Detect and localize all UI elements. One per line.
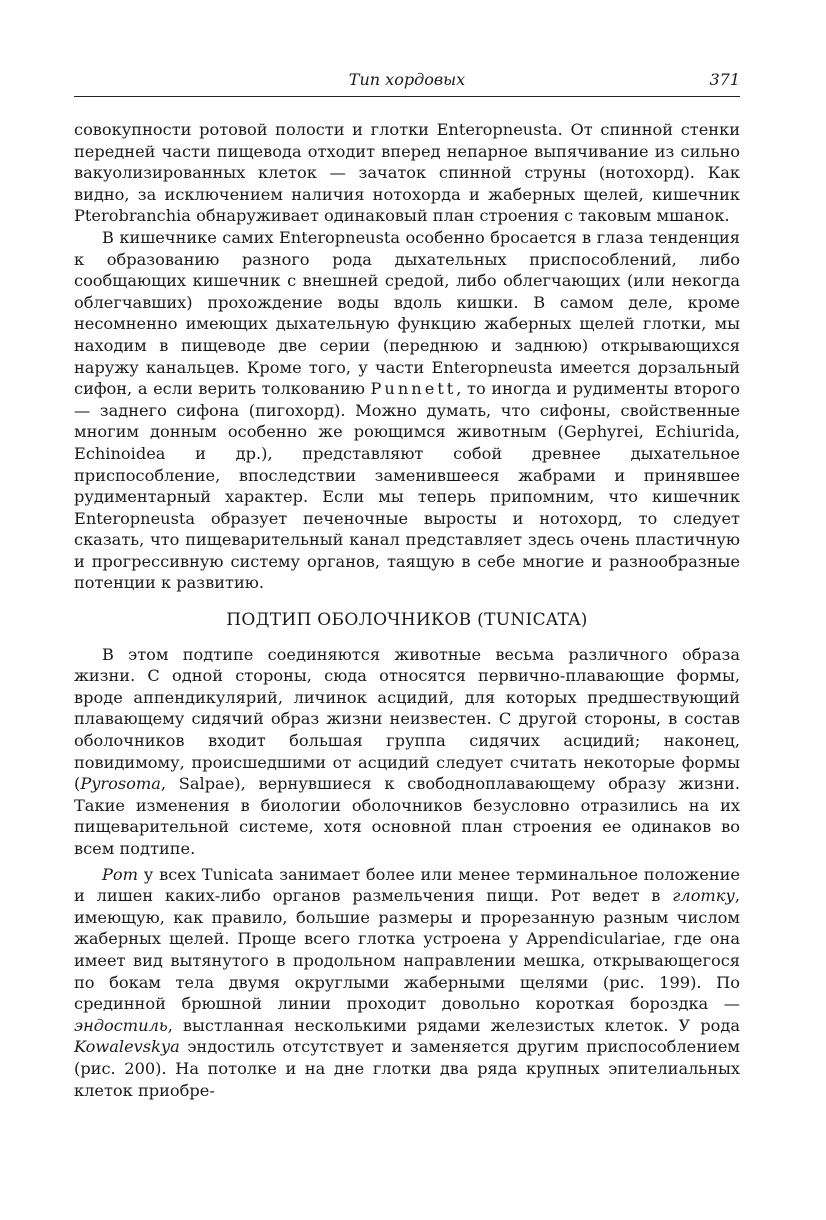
paragraph-3 (74, 644, 740, 860)
italic-pyrosoma: Pyrosoma (80, 774, 161, 794)
page-number: 371 (709, 70, 740, 89)
paragraph-3-part2: , Salpae), вернувшиеся к свободноплавающему образу жизни. Такие изменения в биологии оболочников безусловно отразились на их пищеварительной системе, хотя основной план строения ее одинаков во всем подтипе. (74, 774, 740, 858)
paragraph-3-part1: В этом подтипе соединяются животные весьма различного образа жизни. С одной стороны, сюда относятся первично-плавающие формы, вроде аппендикулярий, личинок асцидий, для которых предшествующий плавающему сидячий образ жизни неизвестен. С другой стороны, в состав оболочников входит большая группа сидячих асцидий; наконец, повидимому, происшедшими от асцидий следует считать некоторые формы ( (74, 644, 740, 794)
paragraph-2-part1: В кишечнике самих Enteropneusta особенно бросается в глаза тенденция к образованию разного рода дыхательных приспособлений, либо сообщающих кишечник с внешней средой, либо облегчающих (или некогда облегчавших) прохождение воды вдоль кишки. В самом деле, кроме несомненно имеющих дыхательную функцию жаберных щелей глотки, мы находим в пищеводе две серии (переднюю и заднюю) открывающихся наружу канальцев. Кроме того, у части Enteropneusta имеется дорзальный сифон, а если верить толкованию (74, 227, 740, 399)
book-page (74, 66, 740, 1101)
paragraph-4-part3: , выстланная несколькими рядами железистых клеток. У рода (167, 1015, 740, 1035)
italic-mouth: Рот (102, 864, 138, 884)
paragraph-4-part2: , имеющую, как правило, большие размеры и прорезанную разным числом жаберных щелей. Проще всего глотка устроена у Appendiculariae, где она имеет вид вытянутого в продольном направлении мешка, открывающегося по бокам тела двумя округлыми жаберными щелями (рис. 199). По срединной брюшной линии проходит довольно короткая бороздка — (74, 886, 740, 1014)
paragraph-2 (74, 227, 740, 594)
author-name: Punnett (370, 379, 457, 399)
italic-kowalevskya: Kowalevskya (74, 1037, 180, 1057)
paragraph-4-part4: эндостиль отсутствует и заменяется другим приспособлением (рис. 200). На потолке и на дне глотки два ряда крупных эпителиальных клеток приобре- (74, 1037, 740, 1100)
running-title: Тип хордовых (348, 70, 466, 89)
paragraph-1: совокупности ротовой полости и глотки Enteropneusta. От спинной стенки передней части пищевода отходит вперед непарное выпячивание из сильно вакуолизированных клеток — зачаток спинной струны (нотохорд). Как видно, за исключением наличия нотохорда и жаберных щелей, кишечник Pterobranchia обнаруживает одинаковый план строения с таковым мшанок. (74, 120, 740, 226)
paragraph-4-part1: у всех Tunicata занимает более или менее терминальное положение и лишен каких-либо органов размельчения пищи. Рот ведет в (74, 864, 740, 906)
italic-endostyle: эндостиль (74, 1015, 168, 1035)
italic-pharynx: глотку (672, 886, 735, 906)
paragraph-4 (74, 864, 740, 1102)
running-header (74, 66, 740, 97)
page-body (74, 119, 740, 1101)
paragraph-2-part2: , то иногда и рудименты второго — заднего сифона (пигохорд). Можно думать, что сифоны, свойственные многим донным особенно же роющимся животным (Gephyrei, Echiurida, Echinoidea и др.), представляют собой древнее дыхательное приспособление, впоследствии заменившееся жабрами и принявшее рудиментарный характер. Если мы теперь припомним, что кишечник Enteropneusta образует печеночные выросты и нотохорд, то следует сказать, что пищеварительный канал представляет здесь очень пластичную и прогрессивную систему органов, таящую в себе многие и разнообразные потенции к развитию. (74, 379, 740, 593)
section-heading: ПОДТИП ОБОЛОЧНИКОВ (TUNICATA) (226, 610, 588, 631)
